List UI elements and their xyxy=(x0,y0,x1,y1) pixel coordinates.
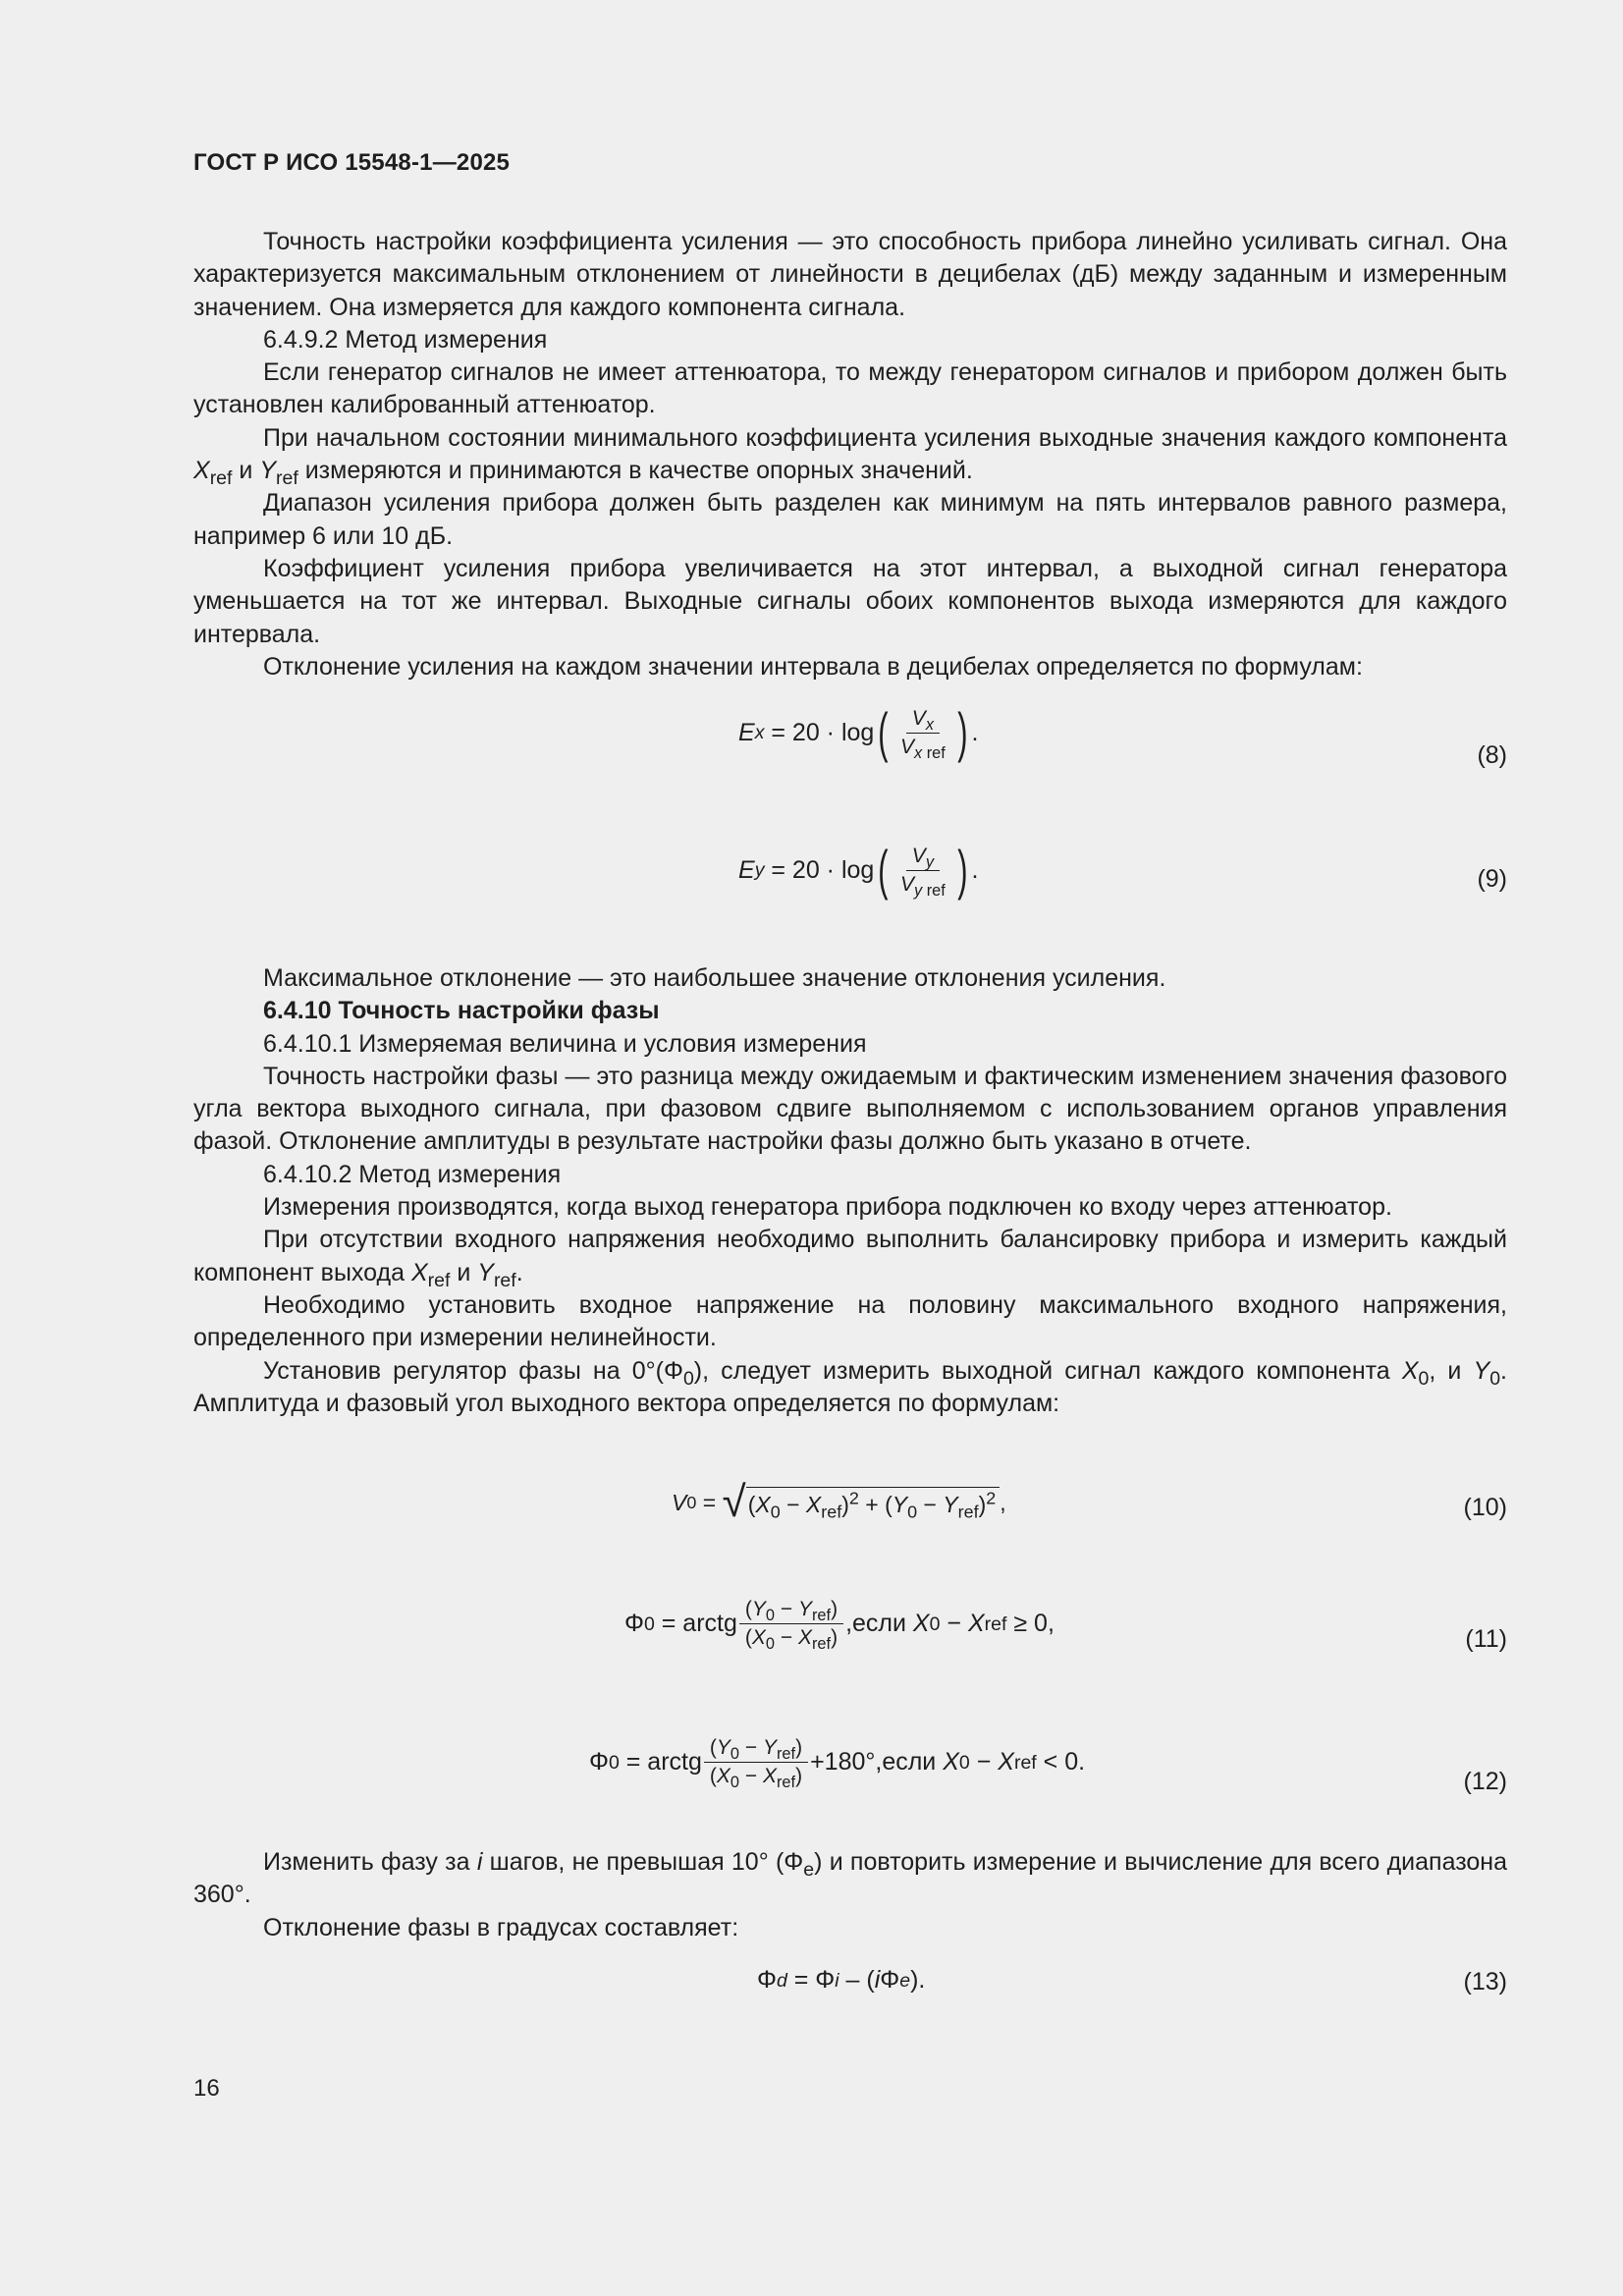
subsection-6-4-10-1: 6.4.10.1 Измеряемая величина и условия измерения xyxy=(263,1029,867,1058)
subsection-6-4-10-2: 6.4.10.2 Метод измерения xyxy=(263,1160,562,1188)
document-header: ГОСТ Р ИСО 15548-1—2025 xyxy=(193,149,511,176)
formula-13: Φ d = Φ i – ( i Φ e ). xyxy=(757,1966,926,1994)
equation-number-11: (11) xyxy=(1465,1625,1507,1653)
paragraph-phase-accuracy: Точность настройки фазы — это разница между ожидаемым и фактическим изменением значения фазового угла вектора выходного сигнала, при фазовом сдвиге выполняемом с использованием органов управления фазой. Отклонение амплитуды в результате настройки фазы должно быть указано в отчете. xyxy=(193,1062,1507,1156)
equation-number-12: (12) xyxy=(1463,1768,1507,1795)
paragraph-measurements: Измерения производятся, когда выход генератора прибора подключен ко входу через аттенюатор. xyxy=(263,1193,1392,1222)
formula-9: E y = 20 · log ( $\frac{V_y}{V_y _{ref}}$ ) . xyxy=(738,839,979,901)
paragraph-max-deviation: Максимальное отклонение — это наибольшее значение отклонения усиления. xyxy=(263,964,1166,992)
equation-number-10: (10) xyxy=(1463,1494,1507,1521)
paragraph-input-voltage: Необходимо установить входное напряжение на половину максимального входного напряжения, определенного при измерении нелинейности. xyxy=(193,1290,1507,1352)
page-number: 16 xyxy=(193,2075,220,2102)
paragraph-phase-steps: Изменить фазу за i шагов, не превышая 10° $(\Phi_e)$ и повторить измерение и вычисление для всего диапазона 360°. xyxy=(193,1848,1507,1909)
equation-number-9: (9) xyxy=(1477,865,1507,893)
equation-number-13: (13) xyxy=(1463,1968,1507,1995)
paragraph-gain-increase: Коэффициент усиления прибора увеличивается на этот интервал, а выходной сигнал генератора уменьшается на тот же интервал. Выходные сигналы обоих компонентов выхода измеряются для каждого интервала. xyxy=(193,554,1507,648)
paragraph-balancing: При отсутствии входного напряжения необходимо выполнить балансировку прибора и измерить каждый компонент выхода $X_{ref}$ и $Y_{ref}$. xyxy=(193,1226,1507,1291)
text-block-phase xyxy=(193,962,1507,1420)
paragraph-gain-deviation: Отклонение усиления на каждом значении интервала в децибелах определяется по формулам: xyxy=(263,652,1363,681)
section-heading-6-4-10: 6.4.10 Точность настройки фазы xyxy=(263,997,660,1025)
formula-8: E x = 20 · log ( $\frac{V_x}{V_x _{ref}}$ ) . xyxy=(738,701,979,763)
formula-12: Φ 0 = arctg $\frac{(Y_0 - Y_{ref})}{(X_0 - X_{ref})}$ +180°,если X 0 − X ref < 0. xyxy=(589,1736,1086,1791)
paragraph-phase-regulator: Установив регулятор фазы на $0^\circ(\Phi_0)$, следует измерить выходной сигнал каждого компонента $X_0$, и $Y_0$. Амплитуда и фазовый угол выходного вектора определяется по формулам: xyxy=(193,1356,1507,1417)
paragraph-phase-deviation: Отклонение фазы в градусах составляет: xyxy=(263,1913,739,1941)
paragraph-attenuator: Если генератор сигналов не имеет аттенюатора, то между генератором сигналов и прибором должен быть установлен калиброванный аттенюатор. xyxy=(193,358,1507,419)
paragraph-gain-accuracy: Точность настройки коэффициента усиления — это способность прибора линейно усиливать сигнал. Она характеризуется максимальным отклонением от линейности в децибелах (дБ) между заданным и измеренным значением. Она измеряется для каждого компонента сигнала. xyxy=(193,228,1507,321)
paragraph-gain-range: Диапазон усиления прибора должен быть разделен как минимум на пять интервалов равного размера, например 6 или 10 дБ. xyxy=(193,489,1507,550)
subsection-6-4-9-2: 6.4.9.2 Метод измерения xyxy=(263,325,548,354)
formula-10: V 0 = √ $(X_0 - X_{ref})^2 + (Y_0 - Y_{ref})^2$ , xyxy=(672,1478,1006,1526)
text-block-gain xyxy=(193,226,1507,683)
formula-11: Φ 0 = arctg $\frac{(Y_0 - Y_{ref})}{(X_0 - X_{ref})}$ ,если X 0 − X ref ≥ 0, xyxy=(624,1598,1055,1653)
text-block-phase-steps xyxy=(193,1846,1507,1944)
equation-number-8: (8) xyxy=(1477,741,1507,769)
paragraph-initial-state: При начальном состоянии минимального коэффициента усиления выходные значения каждого компонента $X_{ref}$ и $Y_{ref}$ измеряются и принимаются в качестве опорных значений. xyxy=(193,423,1507,489)
